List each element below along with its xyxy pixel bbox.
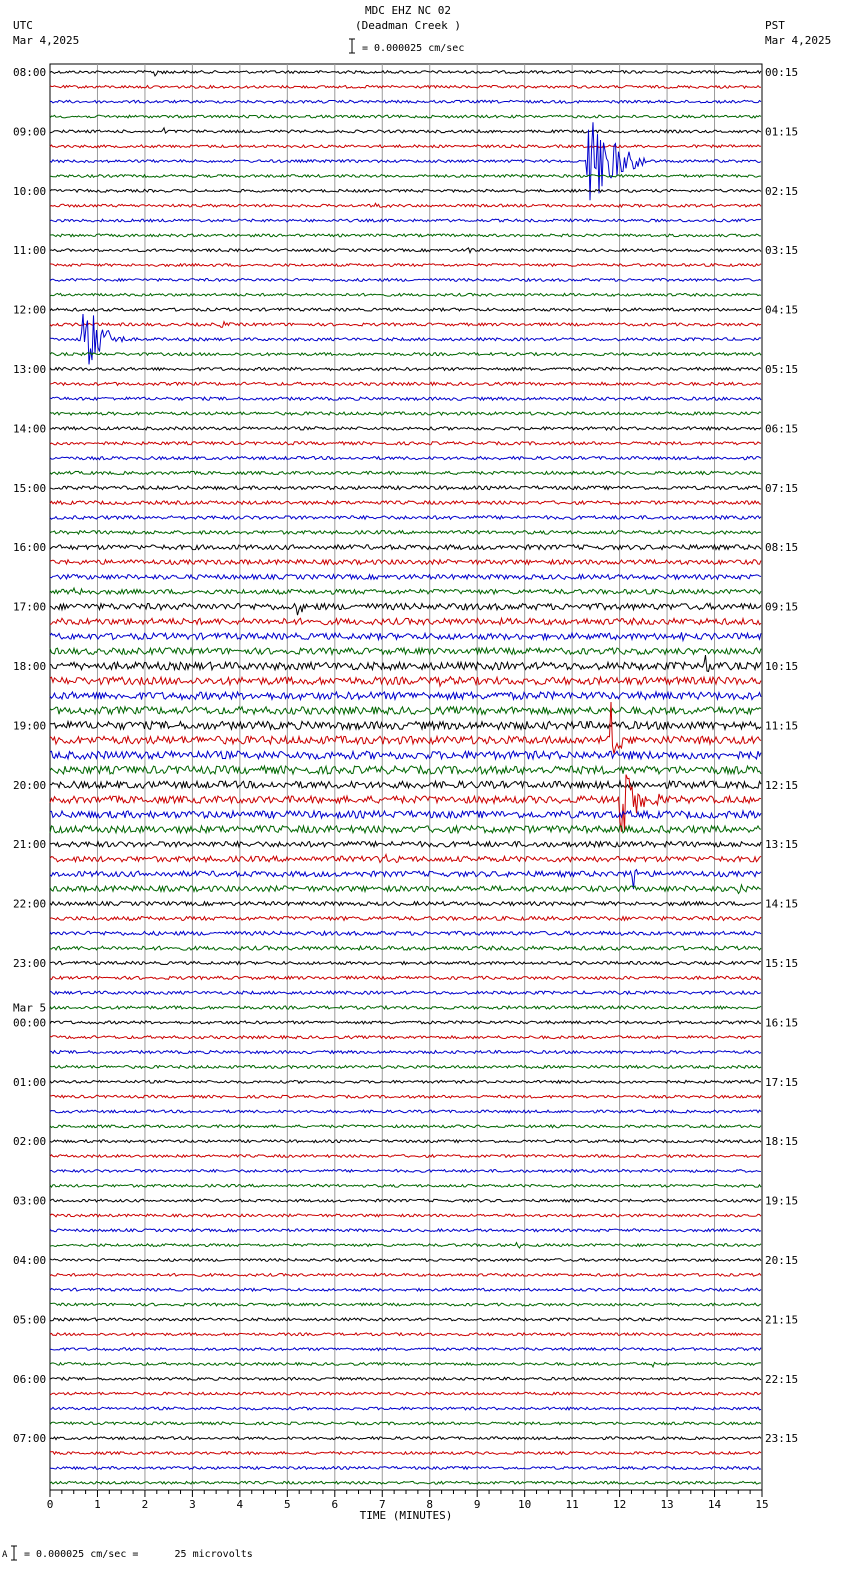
right-date-label: Mar 4,2025 xyxy=(765,34,832,47)
seismic-trace xyxy=(50,1259,761,1262)
pst-hour-label: 19:15 xyxy=(765,1194,799,1208)
seismic-trace xyxy=(50,885,761,894)
pst-hour-label: 09:15 xyxy=(765,600,799,614)
scale-label: = 0.000025 cm/sec xyxy=(362,43,465,54)
utc-hour-label: 06:00 xyxy=(13,1372,47,1386)
x-tick-label: 11 xyxy=(565,1498,579,1511)
seismic-trace xyxy=(50,692,761,700)
seismic-trace xyxy=(50,766,761,774)
seismic-trace xyxy=(50,961,761,964)
seismic-trace xyxy=(50,486,761,490)
seismic-trace xyxy=(50,427,761,430)
utc-hour-label: 18:00 xyxy=(13,660,47,673)
utc-hour-label: 05:00 xyxy=(13,1313,47,1327)
pst-hour-label: 22:15 xyxy=(765,1372,799,1386)
seismic-trace xyxy=(50,264,761,267)
seismic-trace xyxy=(50,1392,761,1395)
seismic-trace xyxy=(50,248,761,253)
seismic-trace xyxy=(50,781,761,788)
pst-hour-label: 18:15 xyxy=(765,1135,799,1149)
utc-hour-label: 02:00 xyxy=(13,1135,47,1149)
utc-hour-label: 08:00 xyxy=(13,66,47,79)
seismic-trace xyxy=(50,1333,761,1336)
utc-hour-label: 03:00 xyxy=(13,1194,47,1208)
seismic-trace xyxy=(50,1377,761,1380)
seismic-trace xyxy=(50,1006,761,1009)
seismic-trace xyxy=(50,1021,761,1024)
seismic-trace xyxy=(50,1110,761,1113)
pst-hour-label: 02:15 xyxy=(765,184,799,198)
utc-hour-label: 16:00 xyxy=(13,541,47,555)
seismic-trace xyxy=(50,322,761,328)
seismic-trace xyxy=(50,234,761,237)
seismic-trace xyxy=(50,655,761,671)
utc-hour-label: 23:00 xyxy=(13,957,47,970)
utc-hour-label: 17:00 xyxy=(13,600,47,614)
x-tick-label: 7 xyxy=(378,1498,386,1511)
pst-hour-label: 13:15 xyxy=(765,838,799,852)
left-timezone-label: UTC xyxy=(13,19,33,32)
seismic-trace xyxy=(50,86,761,89)
seismic-trace xyxy=(50,442,761,445)
x-tick-label: 12 xyxy=(612,1498,627,1511)
seismic-trace xyxy=(50,314,761,364)
seismic-trace xyxy=(50,560,761,565)
pst-hour-label: 00:15 xyxy=(765,66,799,79)
utc-hour-label: 10:00 xyxy=(13,184,47,198)
seismic-trace xyxy=(50,1243,761,1248)
x-tick-label: 13 xyxy=(660,1498,674,1511)
utc-hour-label: 19:00 xyxy=(13,719,47,733)
seismic-trace xyxy=(50,588,761,594)
x-tick-label: 10 xyxy=(518,1498,532,1511)
utc-hour-label: 21:00 xyxy=(13,838,47,852)
utc-hour-label: 00:00 xyxy=(13,1016,47,1030)
seismic-trace xyxy=(50,1318,761,1321)
footer-scale-label: = 0.000025 cm/sec = 25 microvolts xyxy=(24,1549,253,1560)
seismic-trace xyxy=(50,1452,761,1455)
seismic-trace xyxy=(50,293,761,296)
seismic-trace xyxy=(50,1481,761,1484)
seismic-trace xyxy=(50,751,761,759)
seismic-trace xyxy=(50,397,761,400)
seismic-trace xyxy=(50,618,761,624)
seismic-trace xyxy=(50,855,761,863)
seismic-trace xyxy=(50,1199,761,1202)
x-tick-label: 14 xyxy=(707,1498,722,1511)
seismic-trace xyxy=(50,501,761,505)
utc-hour-label: 13:00 xyxy=(13,363,47,376)
pst-hour-label: 14:15 xyxy=(765,897,799,911)
seismic-trace xyxy=(50,826,761,833)
seismic-trace xyxy=(50,175,761,178)
utc-hour-label: 20:00 xyxy=(13,778,47,792)
date-change-label: Mar 5 xyxy=(13,1001,47,1015)
pst-hour-label: 11:15 xyxy=(765,719,799,733)
x-tick-label: 0 xyxy=(46,1498,54,1511)
seismic-trace xyxy=(50,457,761,460)
x-tick-label: 15 xyxy=(755,1498,769,1511)
seismic-trace xyxy=(50,677,761,686)
seismic-trace xyxy=(50,189,761,192)
seismic-trace xyxy=(50,122,761,200)
utc-hour-label: 11:00 xyxy=(13,244,47,258)
utc-hour-label: 09:00 xyxy=(13,125,47,139)
x-tick-label: 1 xyxy=(94,1498,101,1511)
seismic-trace xyxy=(50,1036,761,1039)
seismic-trace xyxy=(50,1214,761,1217)
seismic-trace xyxy=(50,412,761,415)
utc-hour-label: 14:00 xyxy=(13,422,47,436)
x-tick-label: 6 xyxy=(331,1498,339,1511)
seismic-trace xyxy=(50,1422,761,1425)
utc-hour-label: 07:00 xyxy=(13,1432,47,1446)
pst-hour-label: 03:15 xyxy=(765,244,799,258)
seismic-trace xyxy=(50,1274,761,1277)
right-timezone-label: PST xyxy=(765,19,785,32)
x-tick-label: 5 xyxy=(284,1498,291,1511)
seismic-trace xyxy=(50,931,761,935)
seismic-trace xyxy=(50,775,761,832)
seismic-trace xyxy=(50,991,761,994)
seismic-trace xyxy=(50,1362,761,1367)
seismic-trace xyxy=(50,516,761,520)
seismic-trace xyxy=(50,1080,761,1083)
pst-hour-label: 06:15 xyxy=(765,422,799,436)
seismic-trace xyxy=(50,917,761,921)
seismic-trace xyxy=(50,308,761,311)
seismic-trace xyxy=(50,382,761,385)
pst-hour-label: 20:15 xyxy=(765,1254,799,1267)
utc-hour-label: 01:00 xyxy=(13,1075,47,1089)
x-tick-label: 4 xyxy=(236,1498,244,1511)
seismic-trace xyxy=(50,707,761,715)
utc-hour-label: 15:00 xyxy=(13,481,47,495)
seismic-trace xyxy=(50,367,761,370)
seismic-trace xyxy=(50,603,761,615)
pst-hour-label: 15:15 xyxy=(765,957,799,970)
seismic-trace xyxy=(50,902,761,906)
pst-hour-label: 23:15 xyxy=(765,1432,799,1446)
seismic-trace xyxy=(50,353,761,356)
utc-hour-label: 04:00 xyxy=(13,1254,47,1267)
seismic-trace xyxy=(50,1170,761,1173)
x-axis-label: TIME (MINUTES) xyxy=(359,1509,453,1522)
seismic-trace xyxy=(50,648,761,654)
seismic-trace xyxy=(50,219,761,222)
seismic-trace xyxy=(50,946,761,950)
pst-hour-label: 01:15 xyxy=(765,125,799,139)
pst-hour-label: 04:15 xyxy=(765,303,799,317)
x-tick-label: 9 xyxy=(473,1498,481,1511)
seismic-trace xyxy=(50,1066,761,1069)
seismic-trace xyxy=(50,1125,761,1128)
utc-hour-label: 22:00 xyxy=(13,897,47,911)
seismic-trace xyxy=(50,1288,761,1291)
seismic-trace xyxy=(50,279,761,282)
pst-hour-label: 07:15 xyxy=(765,481,799,495)
seismic-trace xyxy=(50,115,761,118)
seismic-trace xyxy=(50,1095,761,1098)
seismic-trace xyxy=(50,1467,761,1470)
pst-hour-label: 21:15 xyxy=(765,1313,799,1327)
pst-hour-label: 12:15 xyxy=(765,778,799,792)
seismic-trace xyxy=(50,1348,761,1351)
seismic-trace xyxy=(50,71,761,76)
seismic-trace xyxy=(50,1051,761,1054)
utc-hour-label: 12:00 xyxy=(13,303,47,317)
seismic-trace xyxy=(50,203,761,207)
seismic-trace xyxy=(50,1184,761,1187)
pst-hour-label: 05:15 xyxy=(765,363,799,376)
pst-hour-label: 08:15 xyxy=(765,541,799,555)
station-title: MDC EHZ NC 02 xyxy=(364,4,452,17)
seismic-trace xyxy=(50,1303,761,1306)
seismic-trace xyxy=(50,842,761,848)
seismic-trace xyxy=(50,976,761,979)
site-title: (Deadman Creek ) xyxy=(355,19,461,32)
pst-hour-label: 17:15 xyxy=(765,1075,799,1089)
left-date-label: Mar 4,2025 xyxy=(13,34,80,47)
pst-hour-label: 16:15 xyxy=(765,1016,799,1030)
seismic-trace xyxy=(50,545,761,550)
seismic-trace xyxy=(50,128,761,133)
seismic-trace xyxy=(50,632,761,640)
x-tick-label: 2 xyxy=(141,1498,149,1511)
seismic-trace xyxy=(50,1229,761,1232)
seismic-trace xyxy=(50,145,761,148)
x-tick-label: 3 xyxy=(189,1498,196,1511)
seismic-trace xyxy=(50,1140,761,1143)
seismic-trace xyxy=(50,531,761,535)
seismic-trace xyxy=(50,721,761,729)
pst-hour-label: 10:15 xyxy=(765,660,799,673)
seismic-trace xyxy=(50,1407,761,1410)
seismic-trace xyxy=(50,575,761,580)
seismic-trace xyxy=(50,1437,761,1440)
footer-scale-prefix: A xyxy=(2,1550,8,1560)
seismic-trace xyxy=(50,100,761,103)
seismic-trace xyxy=(50,811,761,818)
seismic-trace xyxy=(50,471,761,474)
seismic-trace xyxy=(50,1155,761,1158)
x-tick-label: 8 xyxy=(426,1498,434,1511)
footer-scale-bar-icon xyxy=(10,1545,20,1561)
